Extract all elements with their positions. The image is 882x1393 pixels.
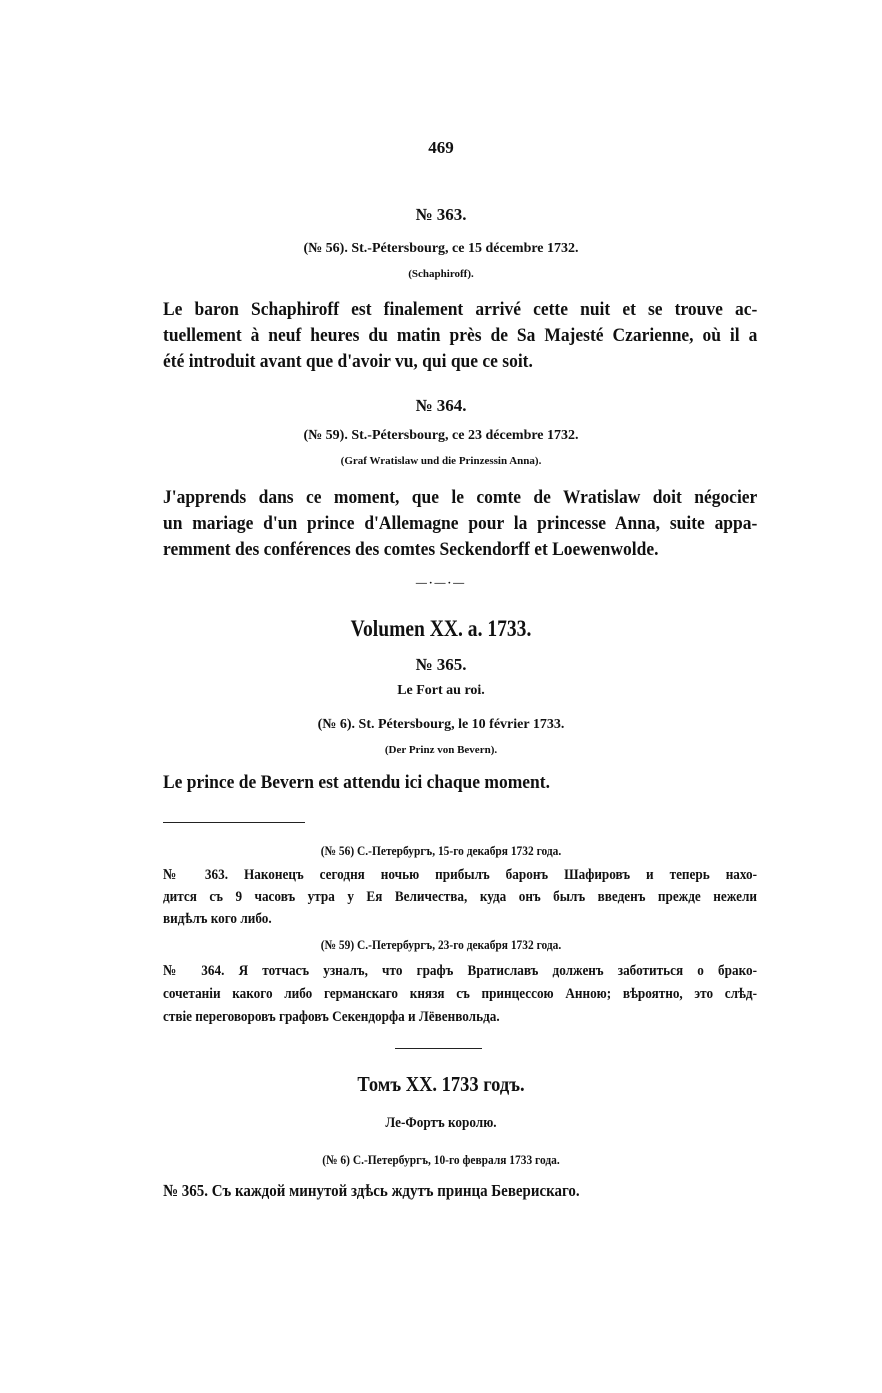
translation-ref-365: (№ 6) С.-Петербургъ, 10-го февраля 1733 года. <box>322 1152 560 1167</box>
doc-365-ref: (№ 6). St. Pétersbourg, le 10 février 1733. <box>317 717 565 732</box>
section-separator: —·—·— <box>415 577 467 589</box>
doc-365-subject: (Der Prinz von Bevern). <box>384 744 498 756</box>
translation-363-line: № 363. Наконецъ сегодня ночью прибылъ баронъ Шафировъ и теперь нахо- <box>163 867 757 883</box>
doc-363-line: tuellement à neuf heures du matin près de Sa Majesté Czarienne, où il a <box>163 325 758 346</box>
translation-364-line: сочетанiи какого либо германскаго князя съ принцессою Анною; вѣроятно, это слѣд- <box>163 986 757 1002</box>
translation-363-line: видѣлъ кого либо. <box>163 911 272 927</box>
doc-363-ref: (№ 56). St.-Pétersbourg, ce 15 décembre 1732. <box>303 241 579 256</box>
doc-365-heading: Le Fort au roi. <box>397 683 485 698</box>
doc-364-ref: (№ 59). St.-Pétersbourg, ce 23 décembre 1732. <box>303 428 579 443</box>
doc-364-line: un mariage d'un prince d'Allemagne pour la princesse Anna, suite appa- <box>163 513 758 534</box>
translation-363-line: дится съ 9 часовъ утра у Ея Величества, куда онъ былъ введенъ прежде нежели <box>163 889 757 905</box>
doc-364-line: remment des conférences des comtes Seckendorff et Loewenwolde. <box>163 539 659 560</box>
doc-363-line: été introduit avant que d'avoir vu, qui que ce soit. <box>163 351 533 372</box>
doc-363-number: № 363. <box>415 205 467 224</box>
doc-363-line: Le baron Schaphiroff est finalement arrivé cette nuit et se trouve ac- <box>163 299 758 320</box>
translation-ref-364: (№ 59) С.-Петербургъ, 23-го декабря 1732 года. <box>320 937 562 952</box>
footnote-rule <box>163 822 305 823</box>
doc-364-number: № 364. <box>415 396 467 415</box>
doc-364-subject: (Graf Wratislaw und die Prinzessin Anna). <box>340 455 542 467</box>
translation-ref-363: (№ 56) С.-Петербургъ, 15-го декабря 1732 года. <box>320 843 562 858</box>
doc-365-number: № 365. <box>415 655 467 674</box>
separator-rule <box>395 1048 482 1049</box>
doc-364-line: J'apprends dans ce moment, que le comte de Wratislaw doit négocier <box>163 487 758 508</box>
translation-heading-365: Ле-Фортъ королю. <box>385 1115 497 1131</box>
translation-volume-title: Томъ XX. 1733 годъ. <box>357 1072 525 1096</box>
doc-363-subject: (Schaphiroff). <box>408 268 474 280</box>
page-number: 469 <box>428 138 454 157</box>
translation-365-line: № 365. Съ каждой минутой здѣсь ждутъ принца Беверискаго. <box>163 1181 580 1200</box>
translation-364-line: № 364. Я тотчасъ узналъ, что графъ Вратиславъ долженъ заботиться о брако- <box>163 963 757 979</box>
volume-title: Volumen XX. a. 1733. <box>350 616 532 641</box>
doc-365-line: Le prince de Bevern est attendu ici chaque moment. <box>163 772 550 793</box>
translation-364-line: ствiе переговоровъ графовъ Секендорфа и Лёвенвольда. <box>163 1009 500 1025</box>
